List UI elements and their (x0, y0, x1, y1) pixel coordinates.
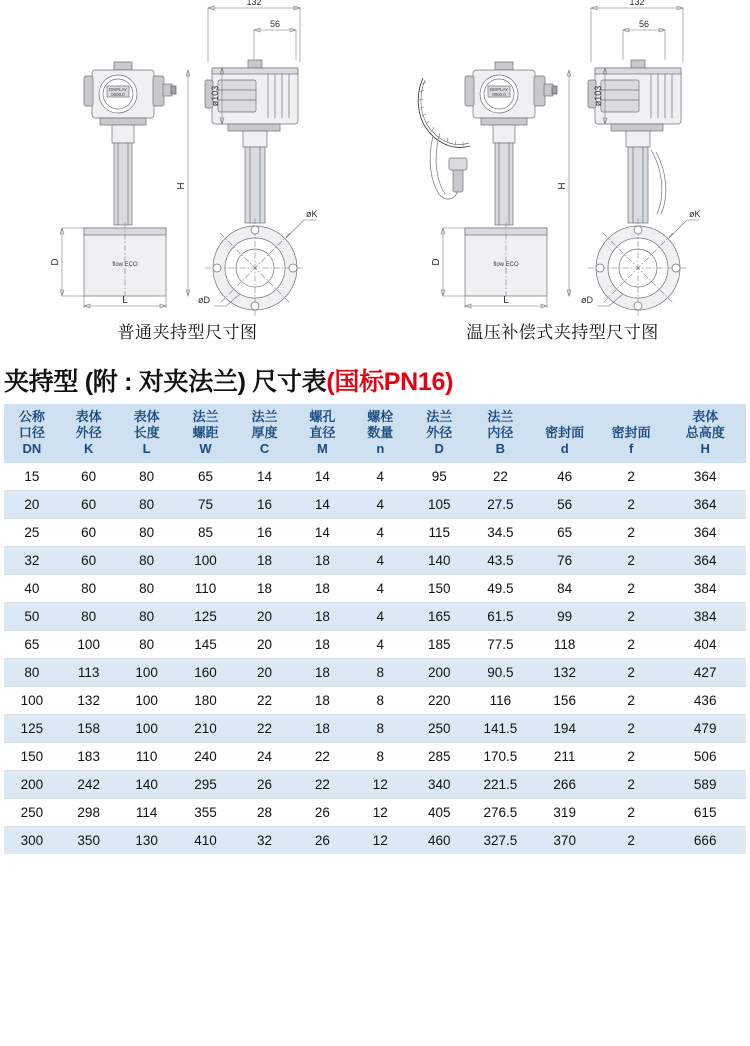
table-header-row (4, 404, 746, 463)
capillary-tube (418, 78, 470, 199)
cell-seal-f: 2 (598, 603, 664, 631)
cell-l: 140 (118, 771, 176, 799)
cell-w: 180 (176, 687, 236, 715)
table-row (4, 631, 746, 659)
cell-n: 12 (351, 799, 409, 827)
cell-seal-f: 2 (598, 491, 664, 519)
cell-b: 27.5 (469, 491, 531, 519)
dimensions-table (4, 404, 746, 854)
cell-m: 22 (293, 771, 351, 799)
cell-m: 18 (293, 715, 351, 743)
cell-seal-f: 2 (598, 547, 664, 575)
cell-k: 100 (60, 631, 118, 659)
svg-text:DISPLAY: DISPLAY (489, 87, 509, 92)
cell-seal-f: 2 (598, 715, 664, 743)
cell-n: 8 (351, 715, 409, 743)
transmitter-head-front-r (465, 62, 557, 125)
cell-seal-d: 46 (531, 463, 597, 491)
cell-c: 20 (236, 631, 294, 659)
svg-text:0000.0: 0000.0 (111, 92, 125, 97)
col-header-l: 表体 长度 L (118, 404, 176, 463)
cell-seal-d: 99 (531, 603, 597, 631)
cell-d: 185 (409, 631, 469, 659)
cell-k: 80 (60, 575, 118, 603)
cell-d: 115 (409, 519, 469, 547)
cell-l: 110 (118, 743, 176, 771)
cell-k: 158 (60, 715, 118, 743)
cell-total-h: 384 (664, 603, 746, 631)
cell-m: 18 (293, 687, 351, 715)
table-row (4, 547, 746, 575)
cell-n: 12 (351, 771, 409, 799)
cell-l: 100 (118, 715, 176, 743)
cell-total-h: 589 (664, 771, 746, 799)
cell-seal-f: 2 (598, 687, 664, 715)
cell-d: 220 (409, 687, 469, 715)
drawing-standard-clamp (0, 0, 375, 318)
cell-k: 298 (60, 799, 118, 827)
cell-m: 26 (293, 827, 351, 855)
cell-d: 340 (409, 771, 469, 799)
meter-body-left (84, 222, 166, 302)
dim-top-inner-text: 56 (269, 19, 281, 29)
cell-b: 170.5 (469, 743, 531, 771)
cell-total-h: 364 (664, 491, 746, 519)
cell-w: 75 (176, 491, 236, 519)
dim-top-inner (254, 19, 296, 60)
cell-total-h: 384 (664, 575, 746, 603)
dim-body-dia-left (50, 228, 84, 296)
cell-n: 4 (351, 463, 409, 491)
drawing-temp-pressure-clamp-svg (375, 0, 750, 318)
flange-face-view-left (205, 218, 305, 318)
dim-diameter-left-text: ø103 (210, 85, 220, 107)
cell-k: 242 (60, 771, 118, 799)
cell-d: 460 (409, 827, 469, 855)
cell-n: 4 (351, 519, 409, 547)
table-row (4, 463, 746, 491)
col-header-k: 表体 外径 K (60, 404, 118, 463)
cell-b: 276.5 (469, 799, 531, 827)
cell-total-h: 479 (664, 715, 746, 743)
cell-b: 90.5 (469, 659, 531, 687)
cell-seal-f: 2 (598, 519, 664, 547)
table-row (4, 491, 746, 519)
cell-b: 34.5 (469, 519, 531, 547)
caption-standard-clamp: 普通夹持型尺寸图 (117, 323, 258, 342)
cell-m: 22 (293, 743, 351, 771)
cell-total-h: 436 (664, 687, 746, 715)
cell-w: 160 (176, 659, 236, 687)
cell-m: 18 (293, 547, 351, 575)
cell-b: 49.5 (469, 575, 531, 603)
drawing-captions (0, 318, 750, 358)
cell-w: 110 (176, 575, 236, 603)
cell-dn: 50 (4, 603, 60, 631)
dim-top-width-r-text: 132 (629, 0, 645, 7)
flange-face-view-right (588, 218, 688, 318)
table-row (4, 575, 746, 603)
cell-total-h: 506 (664, 743, 746, 771)
cell-d: 250 (409, 715, 469, 743)
cell-dn: 125 (4, 715, 60, 743)
col-header-m: 螺孔 直径 M (293, 404, 351, 463)
cell-seal-f: 2 (598, 659, 664, 687)
cell-n: 8 (351, 743, 409, 771)
cell-l: 130 (118, 827, 176, 855)
cell-b: 77.5 (469, 631, 531, 659)
cell-c: 26 (236, 771, 294, 799)
cell-dn: 20 (4, 491, 60, 519)
cell-b: 141.5 (469, 715, 531, 743)
cell-d: 150 (409, 575, 469, 603)
col-header-seal-d: 密封面 d (531, 404, 597, 463)
col-header-n: 螺栓 数量 n (351, 404, 409, 463)
cell-dn: 150 (4, 743, 60, 771)
table-row (4, 659, 746, 687)
cell-c: 14 (236, 463, 294, 491)
cell-b: 61.5 (469, 603, 531, 631)
cell-c: 32 (236, 827, 294, 855)
brand-label-right: flow ECO (493, 262, 519, 268)
cell-d: 165 (409, 603, 469, 631)
table-row (4, 715, 746, 743)
cell-d: 105 (409, 491, 469, 519)
cell-seal-f: 2 (598, 463, 664, 491)
cell-w: 355 (176, 799, 236, 827)
cell-total-h: 364 (664, 463, 746, 491)
cell-n: 4 (351, 547, 409, 575)
dim-height-left-text: H (176, 182, 187, 190)
cell-c: 28 (236, 799, 294, 827)
cell-m: 26 (293, 799, 351, 827)
cell-seal-f: 2 (598, 743, 664, 771)
cell-c: 18 (236, 547, 294, 575)
drawing-temp-pressure-clamp (375, 0, 750, 318)
cell-d: 95 (409, 463, 469, 491)
dim-top-inner-r-text: 56 (638, 19, 650, 29)
cell-w: 125 (176, 603, 236, 631)
dim-bolt-circle-right (669, 209, 701, 238)
cell-k: 183 (60, 743, 118, 771)
cell-l: 80 (118, 547, 176, 575)
cell-seal-f: 2 (598, 827, 664, 855)
cell-seal-f: 2 (598, 631, 664, 659)
cell-k: 350 (60, 827, 118, 855)
cell-total-h: 364 (664, 519, 746, 547)
cell-c: 22 (236, 715, 294, 743)
cell-n: 8 (351, 659, 409, 687)
cell-seal-d: 370 (531, 827, 597, 855)
cell-m: 18 (293, 659, 351, 687)
cell-d: 140 (409, 547, 469, 575)
dim-top-inner-r (623, 19, 665, 60)
cell-n: 12 (351, 827, 409, 855)
col-header-d: 法兰 外径 D (409, 404, 469, 463)
cell-k: 60 (60, 463, 118, 491)
cell-w: 65 (176, 463, 236, 491)
cell-dn: 80 (4, 659, 60, 687)
dim-body-dia-left-text: D (50, 258, 61, 266)
cell-total-h: 364 (664, 547, 746, 575)
cell-seal-f: 2 (598, 771, 664, 799)
cell-seal-d: 266 (531, 771, 597, 799)
cell-c: 24 (236, 743, 294, 771)
dim-top-width-text: 132 (246, 0, 262, 7)
cell-seal-d: 132 (531, 659, 597, 687)
cell-k: 132 (60, 687, 118, 715)
cell-l: 100 (118, 687, 176, 715)
dim-body-len-left-text: L (122, 295, 128, 306)
cell-d: 200 (409, 659, 469, 687)
cell-seal-d: 56 (531, 491, 597, 519)
cell-seal-f: 2 (598, 575, 664, 603)
cell-l: 80 (118, 463, 176, 491)
dim-height-right-text: H (557, 182, 568, 190)
cell-total-h: 666 (664, 827, 746, 855)
cell-dn: 300 (4, 827, 60, 855)
caption-temp-pressure-clamp: 温压补偿式夹持型尺寸图 (466, 323, 659, 342)
cell-b: 221.5 (469, 771, 531, 799)
cell-n: 4 (351, 603, 409, 631)
cell-c: 16 (236, 491, 294, 519)
dim-bore-left-text: øD (198, 295, 210, 305)
cell-total-h: 404 (664, 631, 746, 659)
cell-m: 18 (293, 603, 351, 631)
cell-c: 18 (236, 575, 294, 603)
page-title (4, 362, 750, 398)
cell-l: 100 (118, 659, 176, 687)
cell-k: 80 (60, 603, 118, 631)
cell-b: 327.5 (469, 827, 531, 855)
cell-total-h: 427 (664, 659, 746, 687)
cell-c: 16 (236, 519, 294, 547)
cell-m: 14 (293, 463, 351, 491)
cell-total-h: 615 (664, 799, 746, 827)
cell-k: 60 (60, 491, 118, 519)
cell-w: 145 (176, 631, 236, 659)
svg-text:DISPLAY: DISPLAY (108, 87, 128, 92)
cell-n: 8 (351, 687, 409, 715)
page-title-main: 夹持型 (附 : 对夹法兰) 尺寸表 (4, 368, 327, 396)
cell-w: 295 (176, 771, 236, 799)
col-header-b: 法兰 内径 B (469, 404, 531, 463)
riser-neck-right (493, 125, 515, 225)
cell-l: 80 (118, 519, 176, 547)
dim-bolt-circle-left (286, 209, 318, 238)
cell-n: 4 (351, 631, 409, 659)
col-header-c: 法兰 厚度 C (236, 404, 294, 463)
cell-w: 100 (176, 547, 236, 575)
dim-diameter-right-text: ø103 (593, 85, 603, 107)
dim-height-right (557, 70, 571, 296)
cell-seal-f: 2 (598, 799, 664, 827)
cell-seal-d: 211 (531, 743, 597, 771)
cell-c: 22 (236, 687, 294, 715)
cell-l: 80 (118, 631, 176, 659)
riser-neck-side-left (243, 131, 267, 223)
cell-k: 60 (60, 547, 118, 575)
cell-c: 20 (236, 603, 294, 631)
col-header-seal-f: 密封面 f (598, 404, 664, 463)
cell-seal-d: 194 (531, 715, 597, 743)
table-row (4, 771, 746, 799)
dim-height-left (176, 70, 190, 296)
cell-seal-d: 319 (531, 799, 597, 827)
cell-dn: 25 (4, 519, 60, 547)
dim-bore-right-text: øD (581, 295, 593, 305)
table-row (4, 519, 746, 547)
cell-dn: 15 (4, 463, 60, 491)
cell-dn: 100 (4, 687, 60, 715)
cell-k: 113 (60, 659, 118, 687)
cell-m: 18 (293, 631, 351, 659)
meter-body-right (465, 222, 547, 302)
dim-body-dia-right (431, 228, 465, 296)
dimension-drawings (0, 0, 750, 318)
cell-c: 20 (236, 659, 294, 687)
cell-w: 85 (176, 519, 236, 547)
dim-body-len-right (465, 295, 547, 308)
table-row (4, 827, 746, 855)
cell-l: 80 (118, 491, 176, 519)
table-body (4, 463, 746, 854)
cell-seal-d: 65 (531, 519, 597, 547)
cell-n: 4 (351, 575, 409, 603)
riser-neck-side-right (626, 131, 666, 223)
cell-dn: 65 (4, 631, 60, 659)
dim-bolt-circle-right-text: øK (689, 209, 701, 219)
cell-b: 22 (469, 463, 531, 491)
transmitter-head-front (84, 62, 176, 125)
cell-d: 405 (409, 799, 469, 827)
col-header-total-h: 表体 总高度 H (664, 404, 746, 463)
cell-m: 14 (293, 519, 351, 547)
table-row (4, 799, 746, 827)
cell-m: 18 (293, 575, 351, 603)
table-row (4, 743, 746, 771)
cell-w: 210 (176, 715, 236, 743)
cell-b: 116 (469, 687, 531, 715)
drawing-standard-clamp-svg (0, 0, 375, 318)
dim-body-len-left (84, 295, 166, 308)
page-title-standard: (国标PN16) (326, 368, 454, 396)
cell-seal-d: 76 (531, 547, 597, 575)
dim-top-width-r (591, 0, 683, 62)
cell-l: 80 (118, 575, 176, 603)
cell-l: 80 (118, 603, 176, 631)
svg-text:0000.0: 0000.0 (492, 92, 506, 97)
cell-seal-d: 84 (531, 575, 597, 603)
cell-w: 410 (176, 827, 236, 855)
cell-dn: 200 (4, 771, 60, 799)
dim-bolt-circle-left-text: øK (306, 209, 318, 219)
table-row (4, 603, 746, 631)
cell-n: 4 (351, 491, 409, 519)
cell-seal-d: 156 (531, 687, 597, 715)
cell-dn: 40 (4, 575, 60, 603)
riser-neck-left (112, 125, 134, 225)
dim-body-len-right-text: L (503, 295, 509, 306)
cell-k: 60 (60, 519, 118, 547)
brand-label-left: flow ECO (112, 262, 138, 268)
cell-dn: 250 (4, 799, 60, 827)
dim-body-dia-right-text: D (431, 258, 442, 266)
cell-w: 240 (176, 743, 236, 771)
col-header-dn: 公称 口径 DN (4, 404, 60, 463)
table-row (4, 687, 746, 715)
cell-seal-d: 118 (531, 631, 597, 659)
cell-b: 43.5 (469, 547, 531, 575)
cell-d: 285 (409, 743, 469, 771)
col-header-w: 法兰 螺距 W (176, 404, 236, 463)
cell-dn: 32 (4, 547, 60, 575)
cell-l: 114 (118, 799, 176, 827)
cell-m: 14 (293, 491, 351, 519)
